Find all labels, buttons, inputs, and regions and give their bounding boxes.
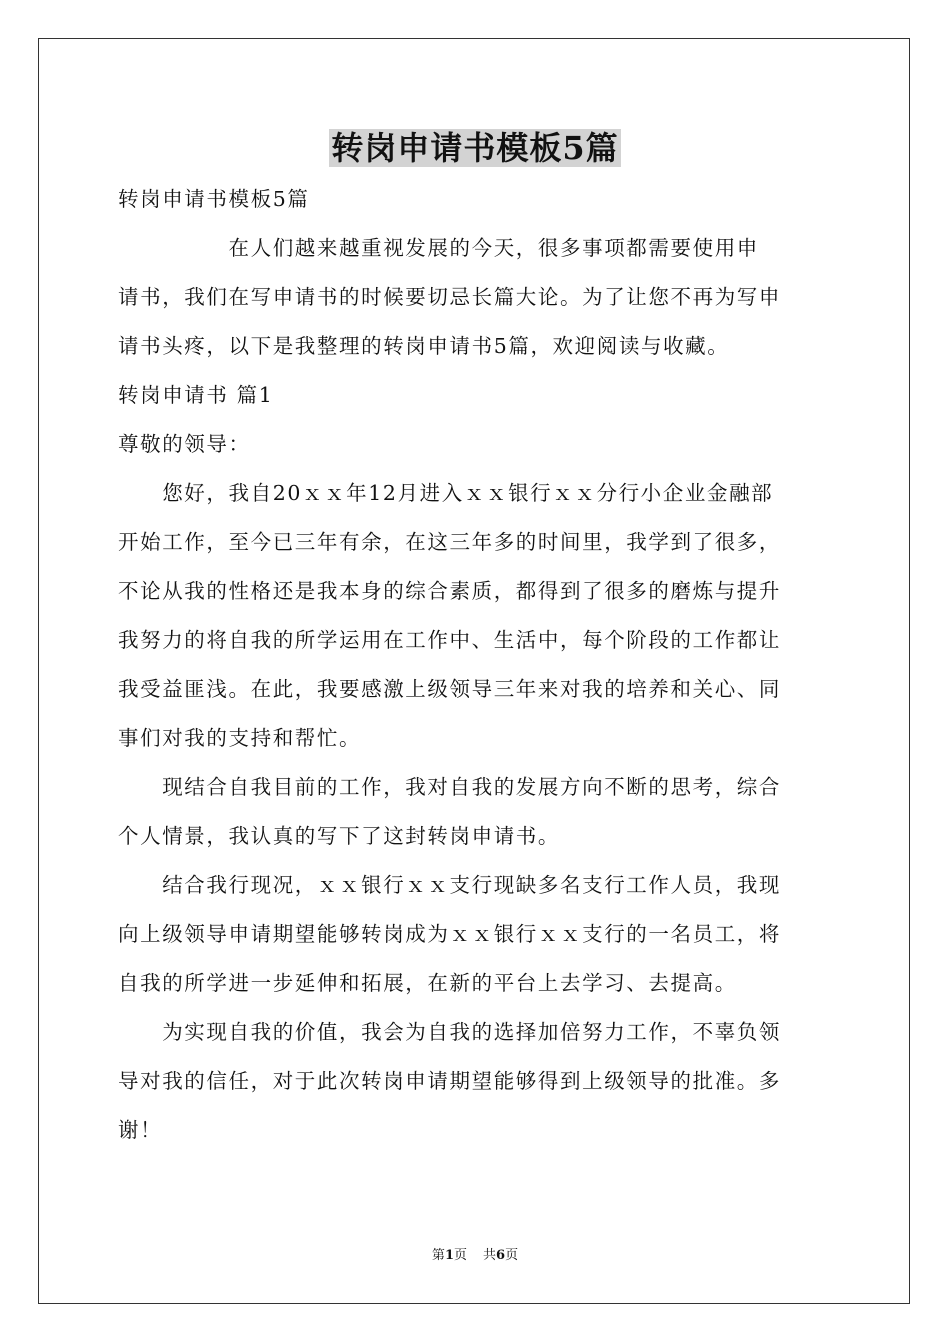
document-title-text: 转岗申请书模板5篇	[331, 129, 619, 167]
page-total: 6	[496, 1248, 506, 1263]
body-line: 结合我行现况，ｘｘ银行ｘｘ支行现缺多名支行工作人员，我现	[118, 873, 781, 897]
body-line: 转岗申请书模板5篇	[118, 187, 310, 211]
body-line: 为实现自我的价值，我会为自我的选择加倍努力工作，不辜负领	[118, 1020, 781, 1044]
body-line: 在人们越来越重视发展的今天，很多事项都需要使用申	[118, 236, 759, 260]
body-line: 导对我的信任，对于此次转岗申请期望能够得到上级领导的批准。多	[118, 1069, 781, 1093]
salutation: 尊敬的领导：	[118, 432, 251, 456]
body-line: 现结合自我目前的工作，我对自我的发展方向不断的思考，综合	[118, 775, 781, 799]
page-current: 1	[444, 1248, 454, 1263]
body-line: 个人情景，我认真的写下了这封转岗申请书。	[118, 824, 560, 848]
total-prefix: 共	[483, 1248, 497, 1263]
body-line: 不论从我的性格还是我本身的综合素质，都得到了很多的磨炼与提升	[118, 579, 781, 603]
page-prefix: 第	[431, 1248, 445, 1263]
body-line: 事们对我的支持和帮忙。	[118, 726, 362, 750]
page-footer	[0, 1247, 950, 1265]
total-suffix: 页	[505, 1248, 519, 1263]
body-line: 我受益匪浅。在此，我要感激上级领导三年来对我的培养和关心、同	[118, 677, 781, 701]
body-line: 您好，我自20ｘｘ年12月进入ｘｘ银行ｘｘ分行小企业金融部	[118, 481, 774, 505]
body-line: 请书头疼，以下是我整理的转岗申请书5篇，欢迎阅读与收藏。	[118, 334, 730, 358]
body-line: 自我的所学进一步延伸和拓展，在新的平台上去学习、去提高。	[118, 971, 737, 995]
page-suffix: 页	[453, 1248, 467, 1263]
body-line: 向上级领导申请期望能够转岗成为ｘｘ银行ｘｘ支行的一名员工，将	[118, 922, 781, 946]
body-line: 谢！	[118, 1118, 163, 1142]
body-line: 开始工作，至今已三年有余，在这三年多的时间里，我学到了很多，	[118, 530, 781, 554]
document-title	[0, 128, 950, 168]
section-heading: 转岗申请书 篇1	[118, 383, 274, 407]
body-line: 请书，我们在写申请书的时候要切忌长篇大论。为了让您不再为写申	[118, 285, 781, 309]
body-line: 我努力的将自我的所学运用在工作中、生活中，每个阶段的工作都让	[118, 628, 781, 652]
document-body	[118, 175, 834, 1155]
